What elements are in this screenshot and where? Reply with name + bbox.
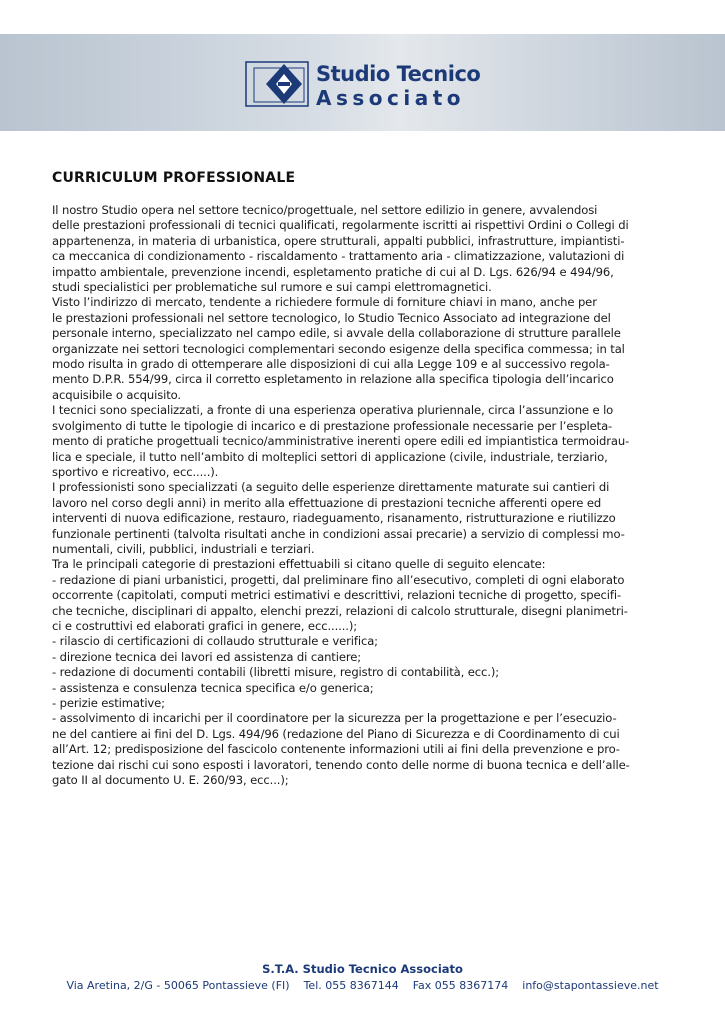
body-line: ne del cantiere ai fini del D. Lgs. 494/96 (redazione del Piano di Sicurezza e di Coordinamento di cui	[52, 726, 620, 741]
body-line: mento D.P.R. 554/99, circa il corretto espletamento in relazione alla specifica tipologia dell’incarico	[52, 372, 614, 387]
logo-text-studio-tecnico: Studio Tecnico	[316, 62, 481, 86]
body-line: studi specialistici per problematiche sul rumore e sui campi elettromagnetici.	[52, 280, 492, 295]
body-line: ca meccanica di condizionamento - riscaldamento - trattamento aria - climatizzazione, valutazioni di	[52, 249, 625, 264]
footer-address: Via Aretina, 2/G - 50065 Pontassieve (FI)	[66, 979, 290, 992]
body-line: lavoro nel corso degli anni) in merito alla effettuazione di prestazioni tecniche afferenti opere ed	[52, 495, 602, 510]
body-line: numentali, civili, pubblici, industriali e terziari.	[52, 541, 315, 556]
footer-contact-info	[0, 979, 725, 992]
body-line: all’Art. 12; predisposizione del fascicolo contenente informazioni utili ai fini della prevenzione e pro-	[52, 742, 620, 757]
body-line: organizzate nei settori tecnologici complementari secondo esigenze della specifica commessa; in tal	[52, 341, 625, 356]
footer-fax: Fax 055 8367174	[412, 979, 509, 992]
body-line: ci e costruttivi ed elaborati grafici in genere, ecc......);	[52, 618, 358, 633]
body-line: tezione dai rischi cui sono esposti i lavoratori, tenendo conto delle norme di buona tecnica e dell’alle-	[52, 757, 630, 772]
body-line: impatto ambientale, prevenzione incendi, espletamento pratiche di cui al D. Lgs. 626/94 e 494/96,	[52, 264, 614, 279]
body-line: che tecniche, disciplinari di appalto, elenchi prezzi, relazioni di calcolo strutturale, disegni planimetri-	[52, 603, 628, 618]
body-line: personale interno, specializzato nel campo edile, si avvale della collaborazione di strutture parallele	[52, 326, 621, 341]
body-line: appartenenza, in materia di urbanistica, opere strutturali, appalti pubblici, infrastrutture, impiantisti-	[52, 233, 625, 248]
body-line: Il nostro Studio opera nel settore tecnico/progettuale, nel settore edilizio in genere, avvalendosi	[52, 203, 598, 217]
body-line: svolgimento di tutte le tipologie di incarico e di prestazione professionale necessarie per l’espleta-	[52, 418, 613, 433]
document-body	[52, 203, 678, 788]
body-line: - perizie estimative;	[52, 696, 165, 710]
footer-company-name: S.T.A. Studio Tecnico Associato	[262, 962, 463, 976]
body-line: Visto l’indirizzo di mercato, tendente a richiedere formule di forniture chiavi in mano, anche per	[52, 295, 597, 310]
body-line: - assolvimento di incarichi per il coordinatore per la sicurezza per la progettazione e per l’esecuzio-	[52, 711, 617, 726]
body-line: delle prestazioni professionali di tecnici qualificati, regolarmente iscritti ai rispettivi Ordini o Collegi di	[52, 218, 629, 233]
body-line: lica e speciale, il tutto nell’ambito di molteplici settori di applicazione (civile, industriale, terziario,	[52, 449, 608, 464]
footer-email[interactable]: info@stapontassieve.net	[522, 979, 659, 992]
logo-mark-icon	[244, 56, 314, 112]
body-line: - rilascio di certificazioni di collaudo strutturale e verifica;	[52, 634, 378, 649]
body-line: mento di pratiche progettuali tecnico/amministrative inerenti opere edili ed impiantistica termoidrau-	[52, 434, 630, 449]
body-line: I tecnici sono specializzati, a fronte di una esperienza operativa pluriennale, circa l’assunzione e lo	[52, 403, 614, 418]
body-line: modo risulta in grado di ottemperare alle disposizioni di cui alla Legge 109 e al successivo regola-	[52, 357, 610, 372]
company-logo	[244, 56, 481, 112]
body-line: - direzione tecnica dei lavori ed assistenza di cantiere;	[52, 649, 362, 664]
body-line: sportivo e ricreativo, ecc.....).	[52, 464, 219, 479]
body-line: funzionale pertinenti (talvolta risultati anche in condizioni assai precarie) a servizio di complessi mo-	[52, 526, 625, 541]
body-line: - redazione di documenti contabili (libretti misure, registro di contabilità, ecc.);	[52, 665, 500, 680]
body-line: le prestazioni professionali nel settore tecnologico, lo Studio Tecnico Associato ad integrazione del	[52, 310, 611, 325]
body-line: interventi di nuova edificazione, restauro, riadeguamento, risanamento, ristrutturazione e riutilizzo	[52, 511, 616, 526]
body-line: acquisibile o acquisito.	[52, 387, 181, 402]
footer-phone: Tel. 055 8367144	[303, 979, 399, 992]
body-line: - assistenza e consulenza tecnica specifica e/o generica;	[52, 680, 374, 695]
body-line: - redazione di piani urbanistici, progetti, dal preliminare fino all’esecutivo, completi di ogni elaborato	[52, 572, 625, 587]
page-title: CURRICULUM PROFESSIONALE	[52, 170, 296, 186]
body-line: I professionisti sono specializzati (a seguito delle esperienze direttamente maturate sui cantieri di	[52, 480, 610, 495]
body-line: gato II al documento U. E. 260/93, ecc...);	[52, 773, 289, 788]
body-line: occorrente (capitolati, computi metrici estimativi e descrittivi, relazioni tecniche di progetto, specifi-	[52, 588, 622, 603]
body-line: Tra le principali categorie di prestazioni effettuabili si citano quelle di seguito elencate:	[52, 557, 546, 572]
logo-text-associato: Associato	[316, 86, 466, 110]
